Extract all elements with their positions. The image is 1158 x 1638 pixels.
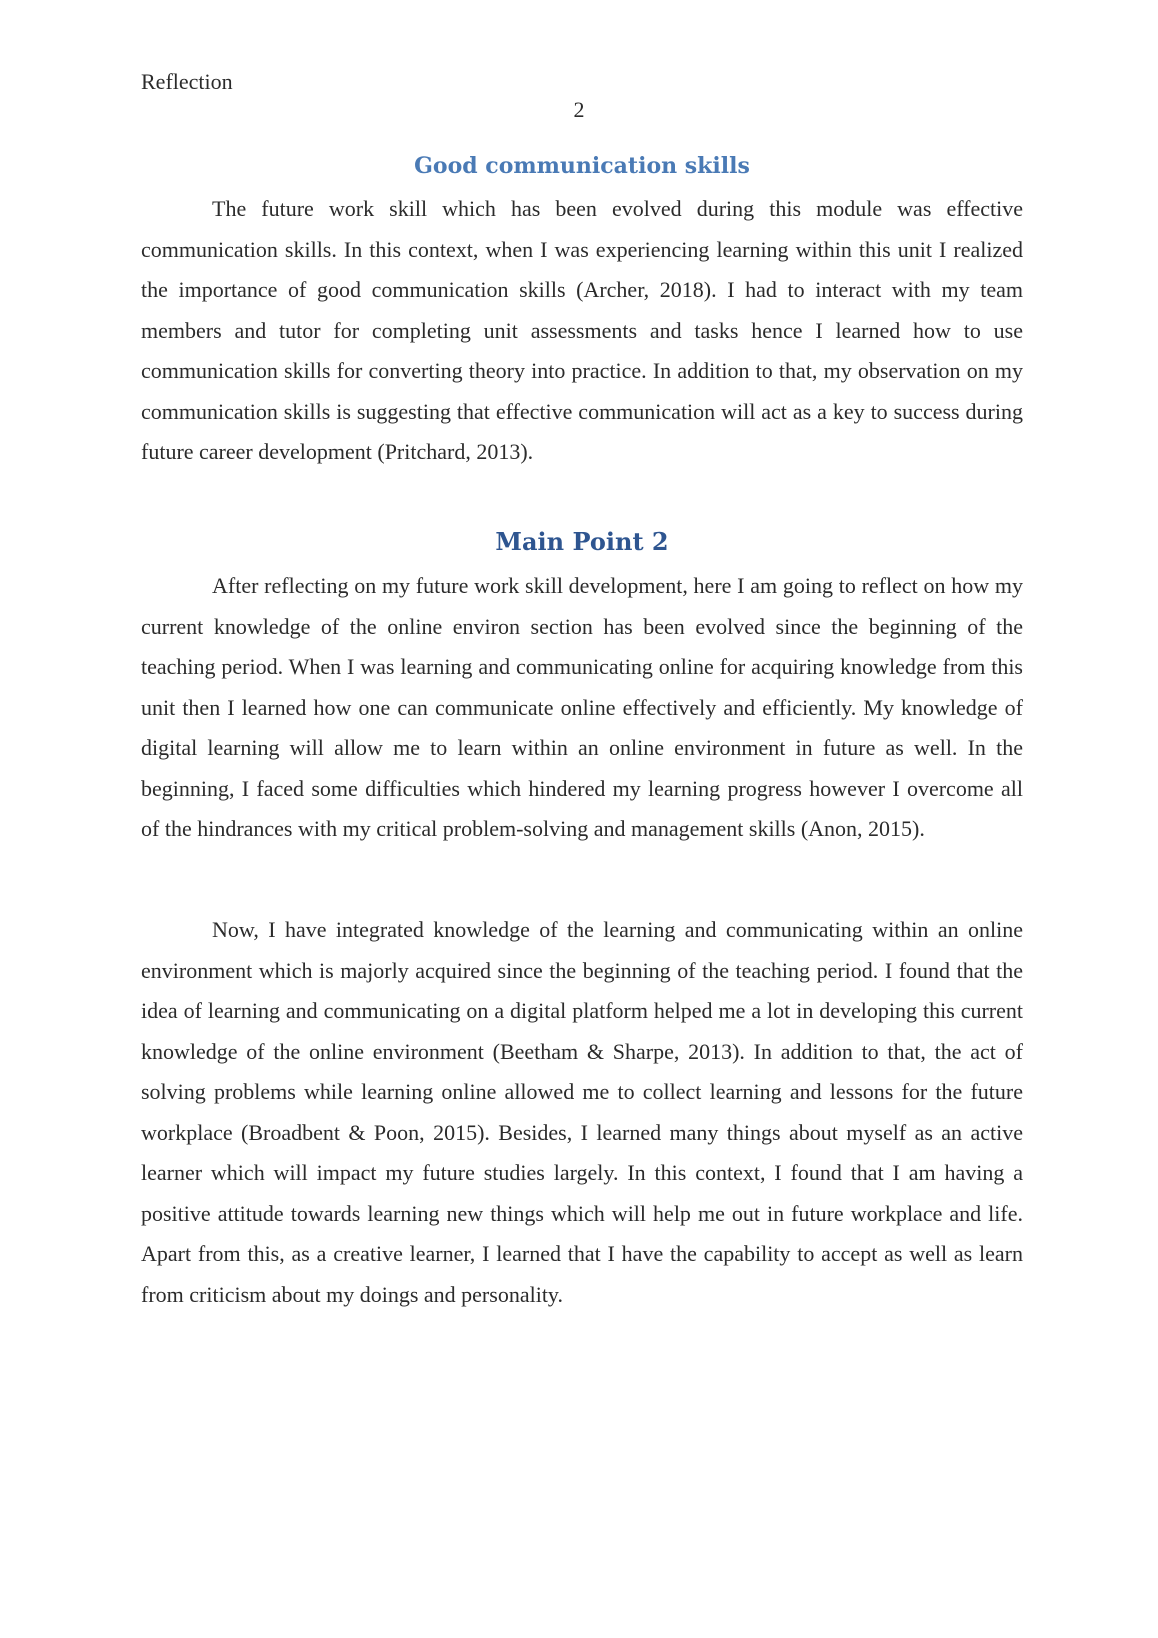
paragraph: After reflecting on my future work skill development, here I am going to reflect on how my current knowledge of the online environ section has been evolved since the beginning of the teaching period. When I was learning and communicating online for acquiring knowledge from this unit then I learned how one can communicate online effectively and efficiently. My knowledge of digital learning will allow me to learn within an online environment in future as well. In the beginning, I faced some difficulties which hindered my learning progress however I overcome all of the hindrances with my critical problem-solving and management skills (Anon, 2015). [141,573,1023,841]
section-heading-main-point-2: Main Point 2 [495,527,669,556]
paragraph: Now, I have integrated knowledge of the learning and communicating within an online environment which is majorly acquired since the beginning of the teaching period. I found that the idea of learning and communicating on a digital platform helped me a lot in developing this current knowledge of the online environment (Beetham & Sharpe, 2013). In addition to that, the act of solving problems while learning online allowed me to collect learning and lessons for the future workplace (Broadbent & Poon, 2015). Besides, I learned many things about myself as an active learner which will impact my future studies largely. In this context, I found that I am having a positive attitude towards learning new things which will help me out in future workplace and life. Apart from this, as a creative learner, I learned that I have the capability to accept as well as learn from criticism about my doings and personality. [141,917,1023,1307]
paragraph: The future work skill which has been evolved during this module was effective communication skills. In this context, when I was experiencing learning within this unit I realized the importance of good communication skills (Archer, 2018). I had to interact with my team members and tutor for completing unit assessments and tasks hence I learned how to use communication skills for converting theory into practice. In addition to that, my observation on my communication skills is suggesting that effective communication will act as a key to success during future career development (Pritchard, 2013). [141,196,1023,464]
section-heading-communication: Good communication skills [414,153,750,179]
page-number: 2 [573,97,585,122]
running-head: Reflection [141,69,233,94]
